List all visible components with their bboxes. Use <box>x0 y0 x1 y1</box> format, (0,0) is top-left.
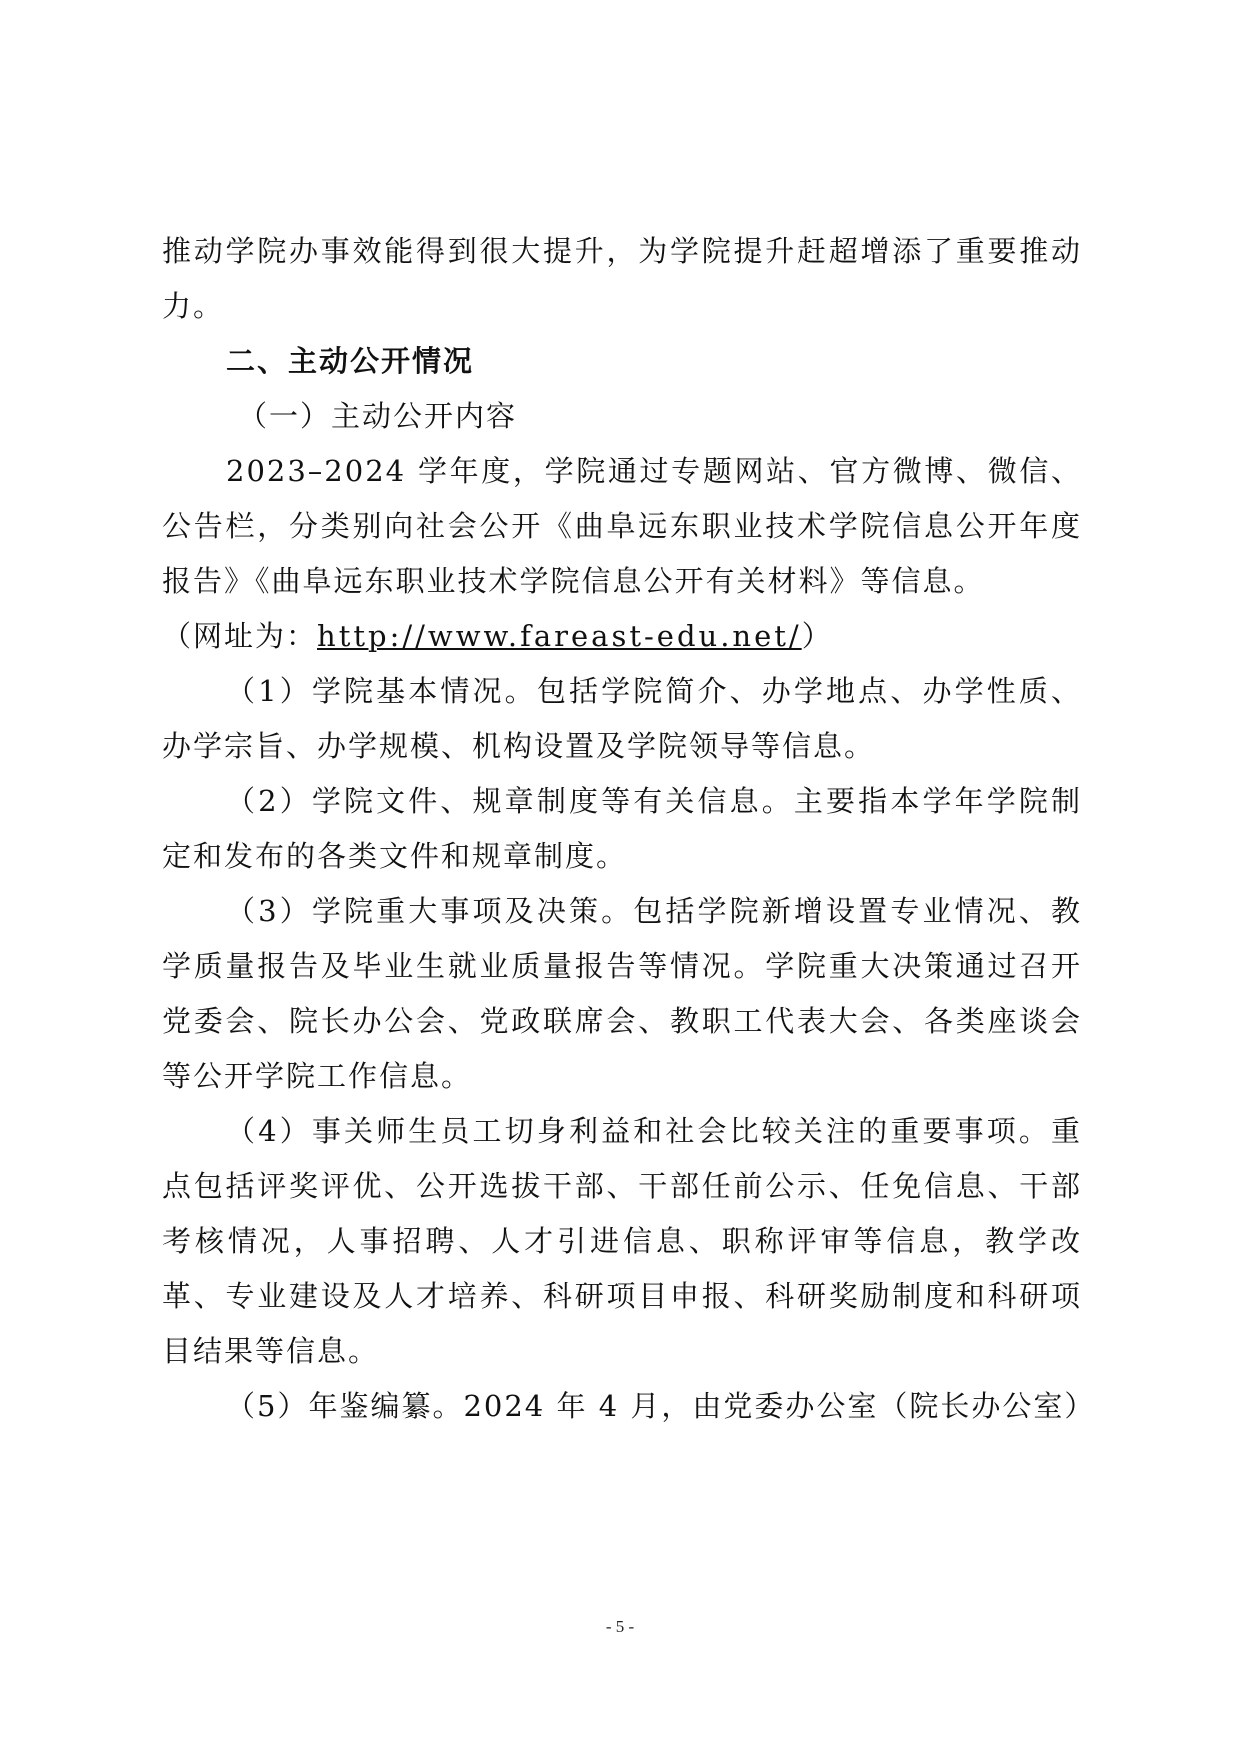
list-item: （3）学院重大事项及决策。包括学院新增设置专业情况、教学质量报告及毕业生就业质量报告等情况。学院重大决策通过召开党委会、院长办公会、党政联席会、教职工代表大会、各类座谈会等公开学院工作信息。 <box>162 894 1082 1093</box>
page-number: - 5 - <box>605 1617 635 1636</box>
website-link[interactable]: http://www.fareast-edu.net/ <box>317 619 802 653</box>
intro-paragraph: 2023–2024 学年度，学院通过专题网站、官方微博、微信、公告栏，分类别向社会公开《曲阜远东职业技术学院信息公开年度报告》《曲阜远东职业技术学院信息公开有关材料》等信息。 <box>162 454 1082 598</box>
list-item: （2）学院文件、规章制度等有关信息。主要指本学年学院制定和发布的各类文件和规章制度。 <box>162 784 1082 873</box>
list-item: （1）学院基本情况。包括学院简介、办学地点、办学性质、办学宗旨、办学规模、机构设置及学院领导等信息。 <box>162 674 1082 763</box>
opening-paragraph: 推动学院办事效能得到很大提升，为学院提升赶超增添了重要推动力。 <box>162 234 1082 323</box>
list-item: （5）年鉴编纂。2024 年 4 月，由党委办公室（院长办公室） <box>226 1389 1096 1423</box>
section-heading: 二、主动公开情况 <box>226 344 475 378</box>
url-prefix: （网址为： <box>162 619 318 653</box>
list-item: （4）事关师生员工切身利益和社会比较关注的重要事项。重点包括评奖评优、公开选拔干部、干部任前公示、任免信息、干部考核情况，人事招聘、人才引进信息、职称评审等信息，教学改革、专业建设及人才培养、科研项目申报、科研奖励制度和科研项目结果等信息。 <box>162 1114 1082 1368</box>
website-line <box>162 609 1082 664</box>
subsection-heading: （一）主动公开内容 <box>238 399 518 433</box>
document-body <box>162 224 1096 1434</box>
url-suffix: ） <box>801 619 833 653</box>
